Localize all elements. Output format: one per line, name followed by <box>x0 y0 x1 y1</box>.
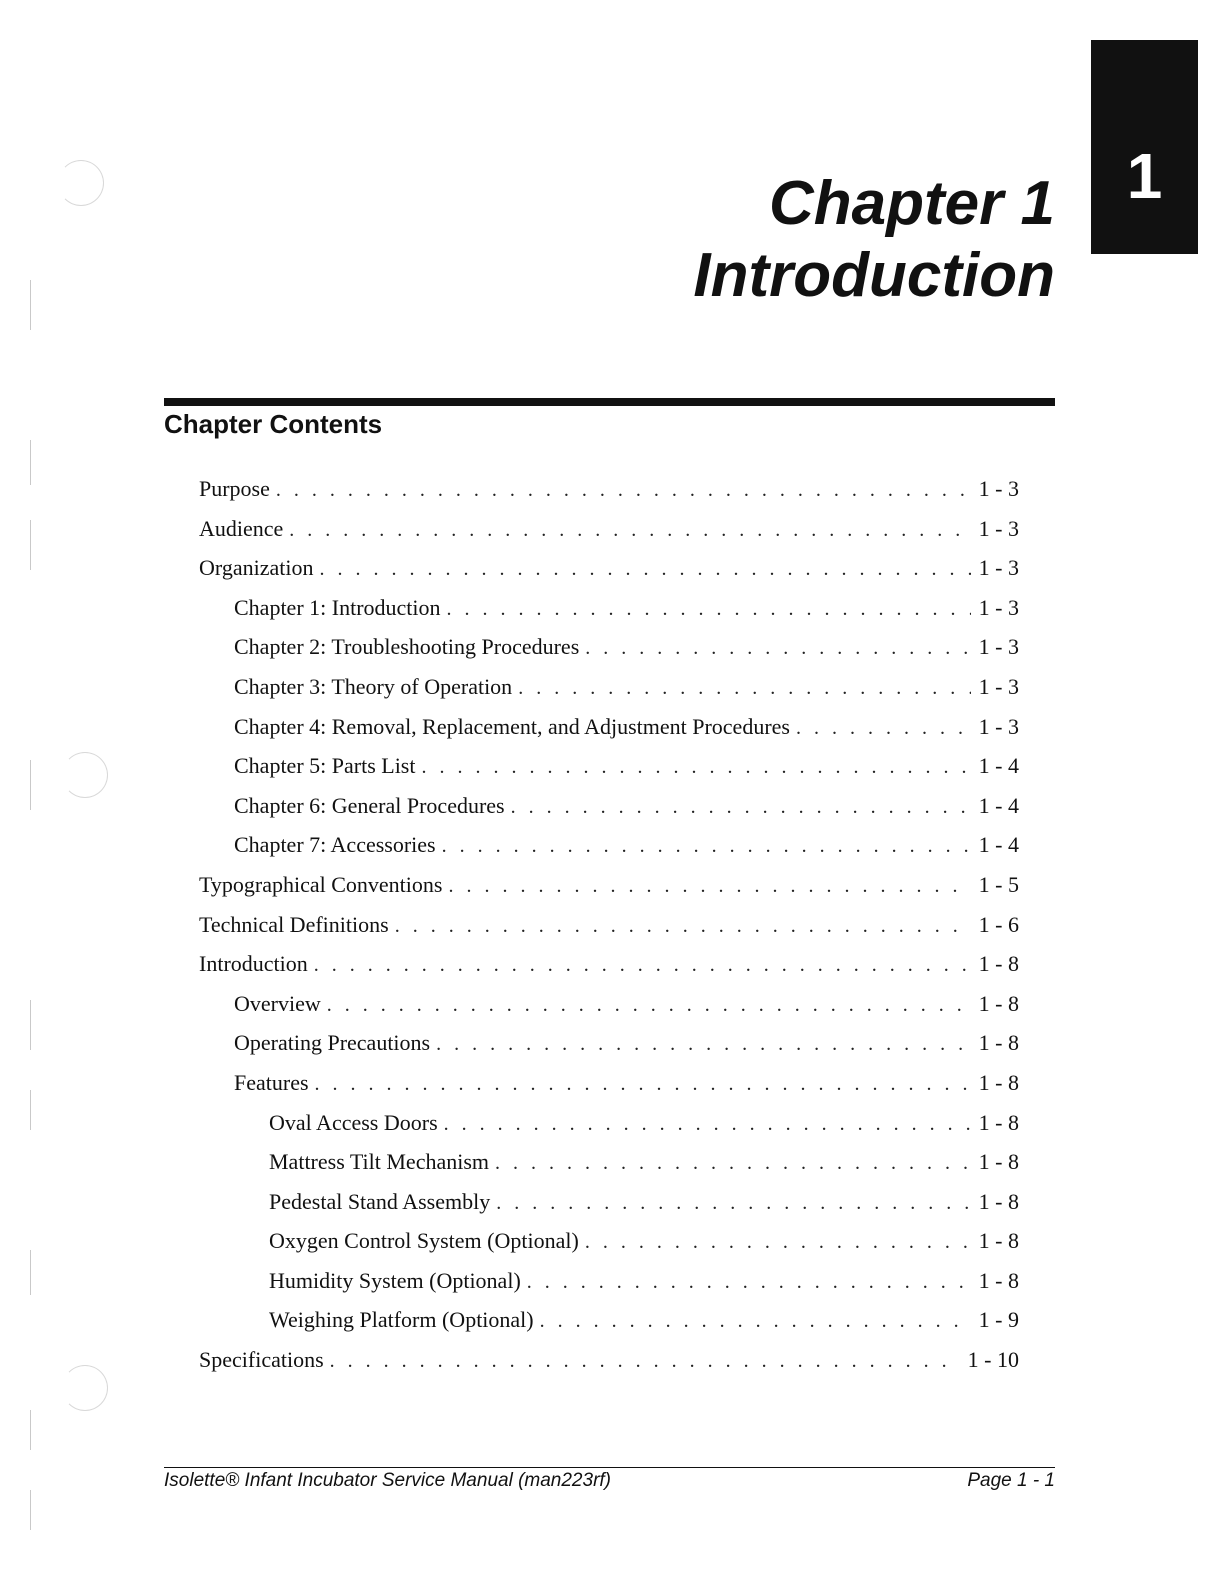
margin-mark <box>30 1000 31 1050</box>
chapter-title-line1: Chapter 1 <box>769 169 1055 238</box>
toc-entry[interactable] <box>199 786 1019 826</box>
toc-dot-leader <box>289 511 970 551</box>
toc-entry[interactable] <box>199 1221 1019 1261</box>
toc-entry-title: Chapter 5: Parts List <box>234 753 416 779</box>
margin-mark <box>30 1410 31 1450</box>
toc-entry[interactable] <box>199 1261 1019 1301</box>
toc-entry-page: 1 - 3 <box>978 673 1019 699</box>
toc-entry-page: 1 - 8 <box>978 951 1019 977</box>
margin-mark <box>30 280 31 330</box>
toc-entry[interactable] <box>199 746 1019 786</box>
toc-entry-title: Oval Access Doors <box>269 1109 438 1135</box>
toc-dot-leader <box>327 986 971 1026</box>
chapter-title-line2: Introduction <box>693 241 1055 310</box>
toc-entry-page: 1 - 3 <box>978 713 1019 739</box>
toc-entry[interactable] <box>199 944 1019 984</box>
toc-dot-leader <box>442 827 971 867</box>
toc-entry[interactable] <box>199 509 1019 549</box>
toc-dot-leader <box>585 1223 971 1263</box>
toc-entry[interactable] <box>199 548 1019 588</box>
toc-entry-page: 1 - 5 <box>978 871 1019 897</box>
toc-dot-leader <box>447 590 971 630</box>
margin-mark <box>30 520 31 570</box>
toc-dot-leader <box>796 709 971 749</box>
toc-entry-title: Pedestal Stand Assembly <box>269 1188 491 1214</box>
toc-dot-leader <box>585 629 970 669</box>
toc-entry-title: Humidity System (Optional) <box>269 1267 521 1293</box>
toc-dot-leader <box>330 1342 960 1382</box>
toc-entry-title: Chapter 1: Introduction <box>234 594 441 620</box>
toc-entry-page: 1 - 3 <box>978 594 1019 620</box>
margin-mark <box>30 1250 31 1295</box>
toc-entry-page: 1 - 10 <box>967 1347 1019 1373</box>
toc-dot-leader <box>395 907 971 947</box>
chapter-tab <box>1091 40 1198 254</box>
toc-entry[interactable] <box>199 1340 1019 1380</box>
toc-dot-leader <box>319 550 970 590</box>
toc-entry-page: 1 - 8 <box>978 1228 1019 1254</box>
toc-entry[interactable] <box>199 1142 1019 1182</box>
toc-entry[interactable] <box>199 1023 1019 1063</box>
toc-entry-page: 1 - 6 <box>978 911 1019 937</box>
contents-heading: Chapter Contents <box>164 409 383 439</box>
toc-entry[interactable] <box>199 627 1019 667</box>
toc-entry-page: 1 - 8 <box>978 1030 1019 1056</box>
binding-margin <box>0 0 130 1580</box>
toc-entry-title: Chapter 7: Accessories <box>234 832 436 858</box>
toc-entry-title: Overview <box>234 990 321 1016</box>
margin-mark <box>30 440 31 485</box>
toc-dot-leader <box>444 1105 971 1145</box>
toc-entry-title: Operating Precautions <box>234 1030 431 1056</box>
toc-entry-page: 1 - 3 <box>978 515 1019 541</box>
punch-hole-middle <box>62 752 108 798</box>
toc-entry-page: 1 - 8 <box>978 1188 1019 1214</box>
toc-entry[interactable] <box>199 667 1019 707</box>
chapter-tab-number: 1 <box>1126 140 1163 212</box>
toc-entry-page: 1 - 4 <box>978 832 1019 858</box>
toc-entry[interactable] <box>199 1103 1019 1143</box>
toc-entry-title: Technical Definitions <box>199 911 389 937</box>
toc-dot-leader <box>518 669 970 709</box>
toc-dot-leader <box>436 1025 971 1065</box>
toc-entry-page: 1 - 9 <box>978 1307 1019 1333</box>
toc-entry[interactable] <box>199 984 1019 1024</box>
toc-entry-title: Specifications <box>199 1347 324 1373</box>
toc-entry-title: Introduction <box>199 951 308 977</box>
toc-entry-page: 1 - 3 <box>978 476 1019 501</box>
margin-mark <box>30 760 31 810</box>
toc-dot-leader <box>527 1263 971 1303</box>
margin-mark <box>30 1490 31 1530</box>
toc-entry-title: Typographical Conventions <box>199 871 443 897</box>
toc-entry[interactable] <box>199 469 1019 509</box>
toc-entry[interactable] <box>199 707 1019 747</box>
toc-entry[interactable] <box>199 1182 1019 1222</box>
toc-entry-page: 1 - 3 <box>978 555 1019 581</box>
toc-dot-leader <box>511 788 971 828</box>
toc-dot-leader <box>315 1065 971 1105</box>
toc-dot-leader <box>540 1302 971 1342</box>
footer-manual-title: Isolette® Infant Incubator Service Manual (man223rf) <box>164 1470 612 1491</box>
toc-entry-title: Weighing Platform (Optional) <box>269 1307 534 1333</box>
toc-entry-page: 1 - 8 <box>978 1267 1019 1293</box>
toc-entry-title: Organization <box>199 555 314 581</box>
toc-entry-page: 1 - 8 <box>978 1069 1019 1095</box>
heading-rule <box>164 398 1055 406</box>
toc-entry-page: 1 - 4 <box>978 792 1019 818</box>
toc-entry-title: Chapter 4: Removal, Replacement, and Adjustment Procedures <box>234 713 790 739</box>
toc-entry-page: 1 - 8 <box>978 990 1019 1016</box>
toc-entry[interactable] <box>199 905 1019 945</box>
toc-entry-title: Mattress Tilt Mechanism <box>269 1149 490 1175</box>
table-of-contents <box>199 469 1019 1380</box>
toc-dot-leader <box>496 1184 970 1224</box>
toc-entry-title: Chapter 6: General Procedures <box>234 792 505 818</box>
punch-hole-top <box>58 160 104 206</box>
toc-dot-leader <box>495 1144 971 1184</box>
toc-entry-page: 1 - 8 <box>978 1109 1019 1135</box>
toc-dot-leader <box>421 748 970 788</box>
toc-dot-leader <box>448 867 970 907</box>
toc-entry-title: Audience <box>199 515 284 541</box>
toc-entry-title: Chapter 3: Theory of Operation <box>234 673 513 699</box>
toc-entry[interactable] <box>199 865 1019 905</box>
footer-page-label: Page 1 - 1 <box>967 1470 1055 1491</box>
toc-entry-page: 1 - 8 <box>978 1149 1019 1175</box>
toc-entry-page: 1 - 3 <box>978 634 1019 660</box>
punch-hole-bottom <box>62 1365 108 1411</box>
toc-entry[interactable] <box>199 1300 1019 1340</box>
footer-rule <box>164 1467 1055 1468</box>
toc-entry-page: 1 - 4 <box>978 753 1019 779</box>
toc-entry[interactable] <box>199 588 1019 628</box>
toc-entry-title: Purpose <box>199 476 270 501</box>
toc-entry-title: Chapter 2: Troubleshooting Procedures <box>234 634 580 660</box>
toc-entry-title: Features <box>234 1069 309 1095</box>
toc-dot-leader <box>276 471 971 511</box>
toc-entry[interactable] <box>199 825 1019 865</box>
toc-dot-leader <box>314 946 971 986</box>
toc-entry[interactable] <box>199 1063 1019 1103</box>
chapter-title <box>693 168 1055 312</box>
toc-entry-title: Oxygen Control System (Optional) <box>269 1228 579 1254</box>
margin-mark <box>30 1090 31 1130</box>
